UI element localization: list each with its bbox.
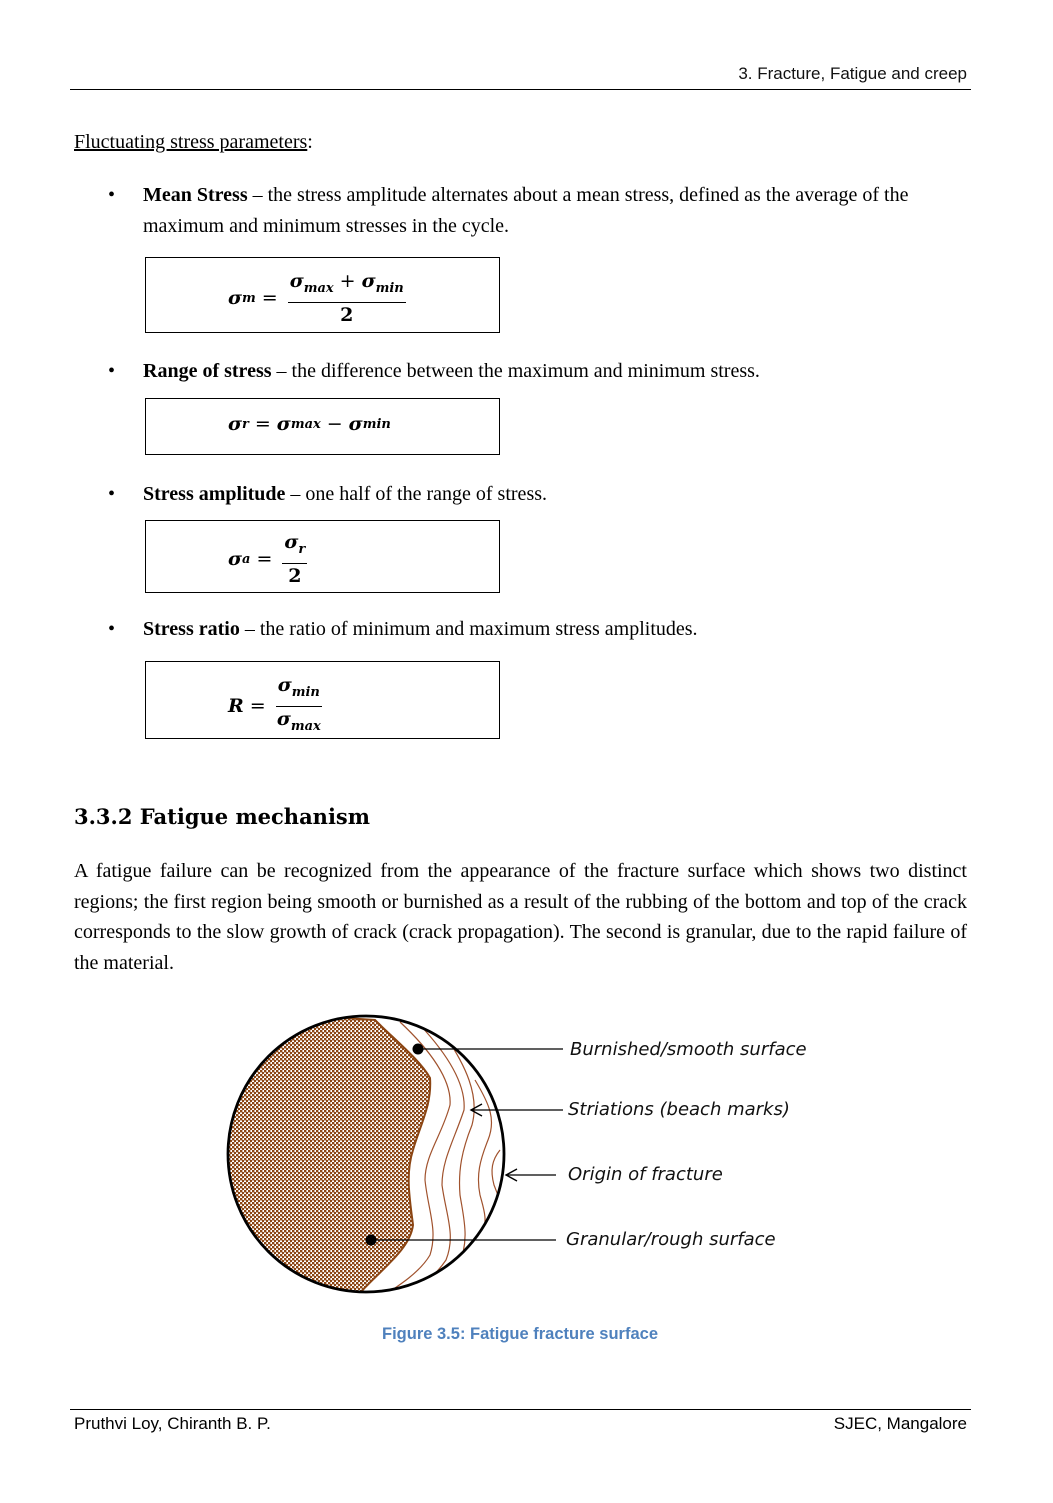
equation-ratio: R = $\frac{\sigma_{min}}{\sigma_{max}}$: [228, 674, 321, 734]
footer-authors: Pruthvi Loy, Chiranth B. P.: [74, 1414, 271, 1433]
equation-box-range: [145, 398, 500, 455]
description: – one half of the range of stress.: [285, 483, 548, 505]
label-striations: Striations (beach marks): [568, 1099, 790, 1120]
term: Stress ratio: [143, 618, 240, 640]
equation-box-mean-stress: [145, 257, 500, 333]
bullet-icon: •: [108, 618, 116, 640]
equation-amplitude: σ a = $\frac{\sigma_r}{2}$: [228, 531, 306, 587]
equation-mean-stress: σ m = $\frac{\sigma_{max} + \sigma_{min}}{2}$: [228, 270, 404, 326]
page-header: [70, 62, 971, 90]
label-granular: Granular/rough surface: [566, 1229, 776, 1250]
figure-caption: Figure 3.5: Fatigue fracture surface: [382, 1325, 658, 1343]
bullet-icon: •: [108, 483, 116, 505]
equation-box-amplitude: [145, 520, 500, 593]
page-footer: [70, 1409, 971, 1440]
equation-range: σ r = σ max − σ min: [228, 413, 391, 435]
term: Mean Stress: [143, 184, 248, 206]
fatigue-fracture-figure: [220, 1010, 840, 1300]
section-heading: 3.3.2 Fatigue mechanism: [74, 804, 370, 829]
label-burnished: Burnished/smooth surface: [570, 1039, 807, 1060]
chapter-title: 3. Fracture, Fatigue and creep: [738, 64, 967, 83]
footer-institution: SJEC, Mangalore: [833, 1414, 967, 1433]
bullet-icon: •: [108, 184, 116, 206]
section-paragraph: A fatigue failure can be recognized from the appearance of the fracture surface which shows two distinct regions; the first region being smooth or burnished as a result of the rubbing of the bottom and top of the crack corresponds to the slow growth of crack (crack propagation). The second is granular, due to the rapid failure of the material.: [74, 860, 967, 974]
description: – the ratio of minimum and maximum stress amplitudes.: [239, 618, 698, 640]
term: Range of stress: [143, 360, 272, 382]
equation-box-ratio: [145, 661, 500, 739]
term: Stress amplitude: [143, 483, 286, 505]
description: – the stress amplitude alternates about a mean stress, defined as the average of the maximum and minimum stresses in the cycle.: [143, 184, 909, 237]
bullet-icon: •: [108, 360, 116, 382]
subsection-title: Fluctuating stress parameters:: [74, 131, 313, 153]
label-origin: Origin of fracture: [568, 1164, 723, 1185]
description: – the difference between the maximum and minimum stress.: [271, 360, 760, 382]
